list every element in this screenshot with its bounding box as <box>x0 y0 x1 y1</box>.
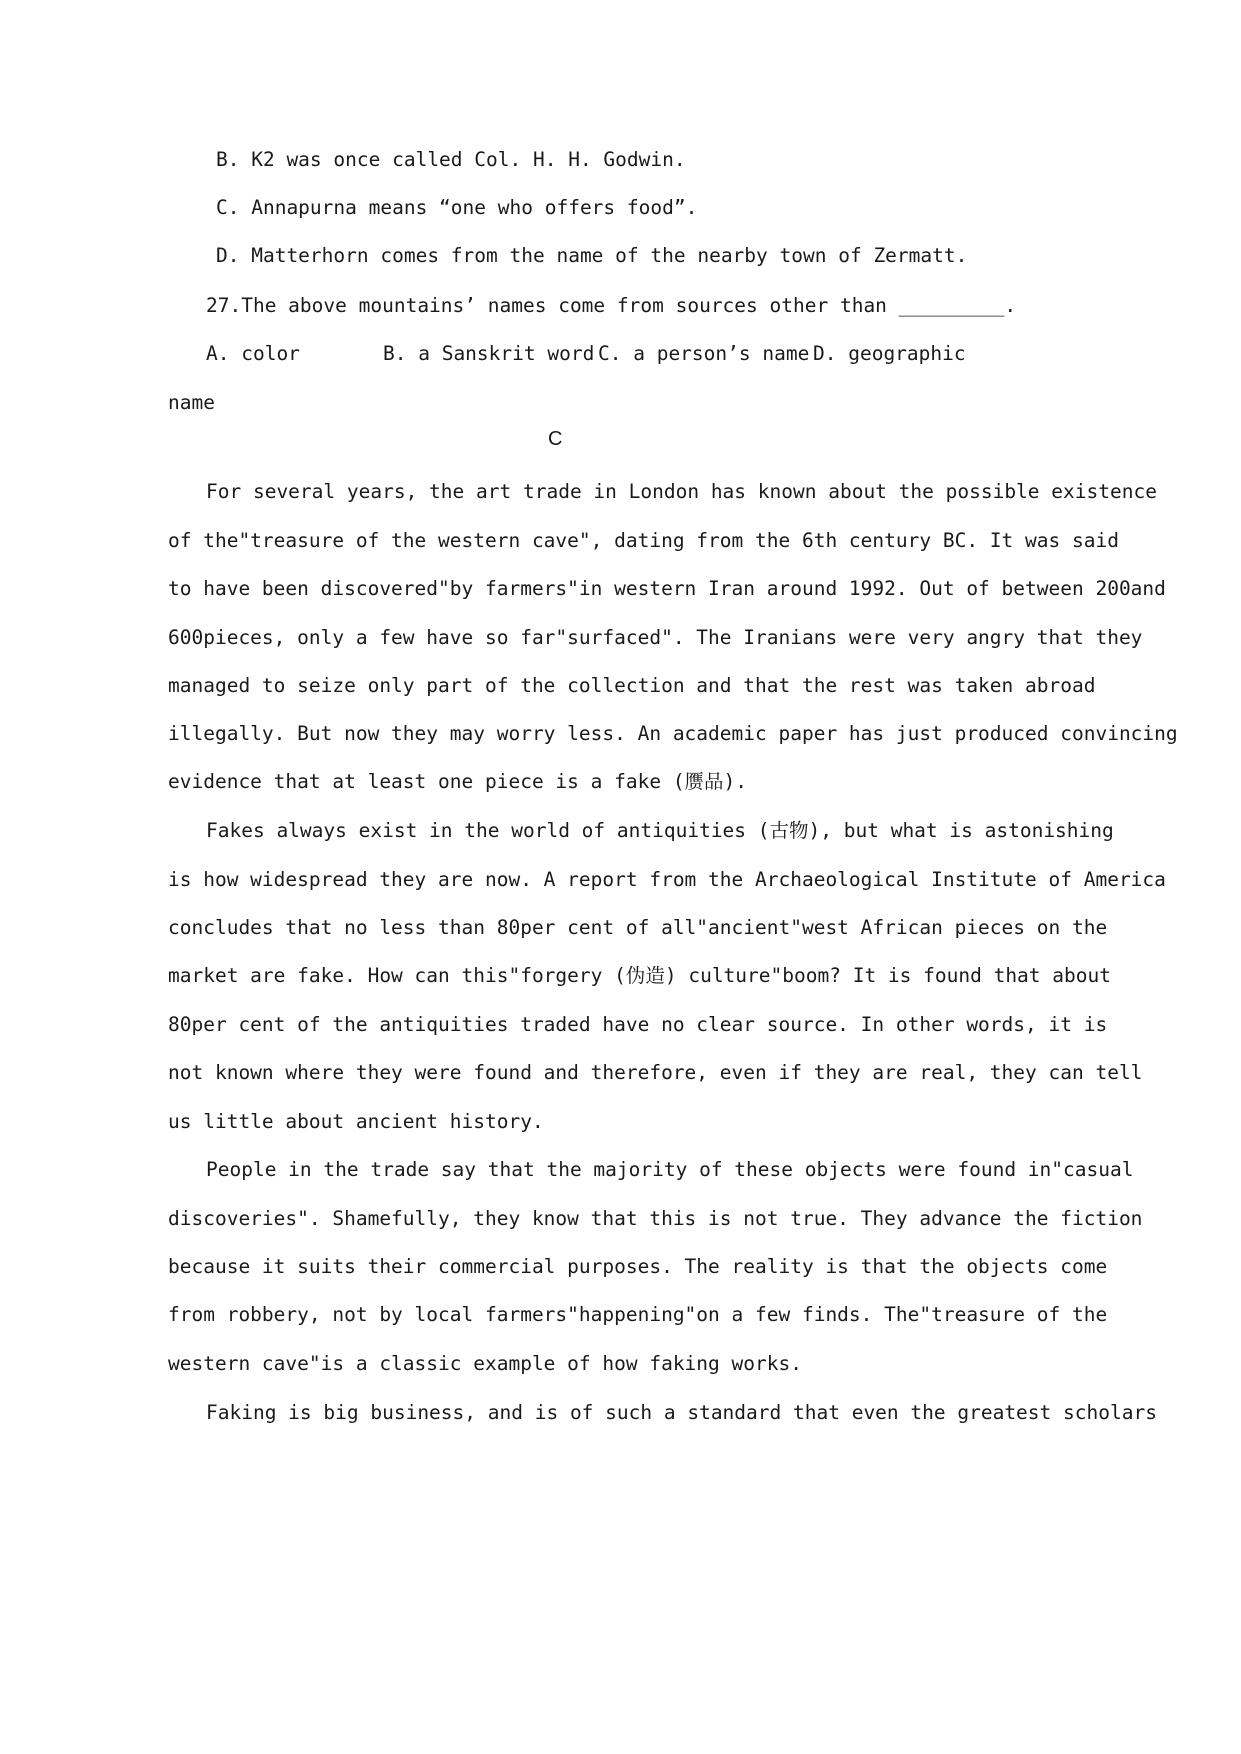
passage-line: not known where they were found and therefore, even if they are real, they can tell <box>168 1061 1143 1084</box>
passage-line: concludes that no less than 80per cent of all"ancient"west African pieces on the <box>168 916 1108 939</box>
option-c-prev: C. Annapurna means “one who offers food”. <box>216 196 698 219</box>
passage-line: 600pieces, only a few have so far"surfaced". The Iranians were very angry that they <box>168 626 1143 649</box>
passage-line: People in the trade say that the majority of these objects were found in"casual <box>206 1158 1134 1181</box>
passage-line: Faking is big business, and is of such a standard that even the greatest scholars <box>206 1401 1157 1424</box>
q27-option-d-continued: name <box>168 391 215 414</box>
passage-line: market are fake. How can this"forgery (伪造) culture"boom? It is found that about <box>168 964 1111 987</box>
passage-line: western cave"is a classic example of how faking works. <box>168 1352 802 1375</box>
passage-line: evidence that at least one piece is a fake (赝品). <box>168 770 748 793</box>
q27-option-a: A. color <box>206 342 300 365</box>
passage-line: from robbery, not by local farmers"happening"on a few finds. The"treasure of the <box>168 1303 1108 1326</box>
section-heading: C <box>548 428 563 450</box>
passage-line: Fakes always exist in the world of antiquities (古物), but what is astonishing <box>206 819 1114 842</box>
passage-line: illegally. But now they may worry less. An academic paper has just produced convincing <box>168 722 1178 745</box>
passage-line: 80per cent of the antiquities traded have no clear source. In other words, it is <box>168 1013 1108 1036</box>
passage-line: because it suits their commercial purposes. The reality is that the objects come <box>168 1255 1108 1278</box>
passage-line: us little about ancient history. <box>168 1110 544 1133</box>
question-27: 27.The above mountains’ names come from sources other than _________. <box>206 294 1017 317</box>
passage-line: managed to seize only part of the collection and that the rest was taken abroad <box>168 674 1096 697</box>
option-d-prev: D. Matterhorn comes from the name of the nearby town of Zermatt. <box>216 244 968 267</box>
q27-option-b: B. a Sanskrit word <box>383 342 595 365</box>
passage-line: to have been discovered"by farmers"in western Iran around 1992. Out of between 200and <box>168 577 1166 600</box>
q27-option-c: C. a person’s name <box>598 342 810 365</box>
passage-line: For several years, the art trade in London has known about the possible existence <box>206 480 1157 503</box>
passage-line: of the"treasure of the western cave", dating from the 6th century BC. It was said <box>168 529 1119 552</box>
passage-line: discoveries". Shamefully, they know that this is not true. They advance the fiction <box>168 1207 1143 1230</box>
passage-line: is how widespread they are now. A report from the Archaeological Institute of America <box>168 868 1166 891</box>
q27-option-d: D. geographic <box>813 342 966 365</box>
option-b-prev: B. K2 was once called Col. H. H. Godwin. <box>216 148 686 171</box>
